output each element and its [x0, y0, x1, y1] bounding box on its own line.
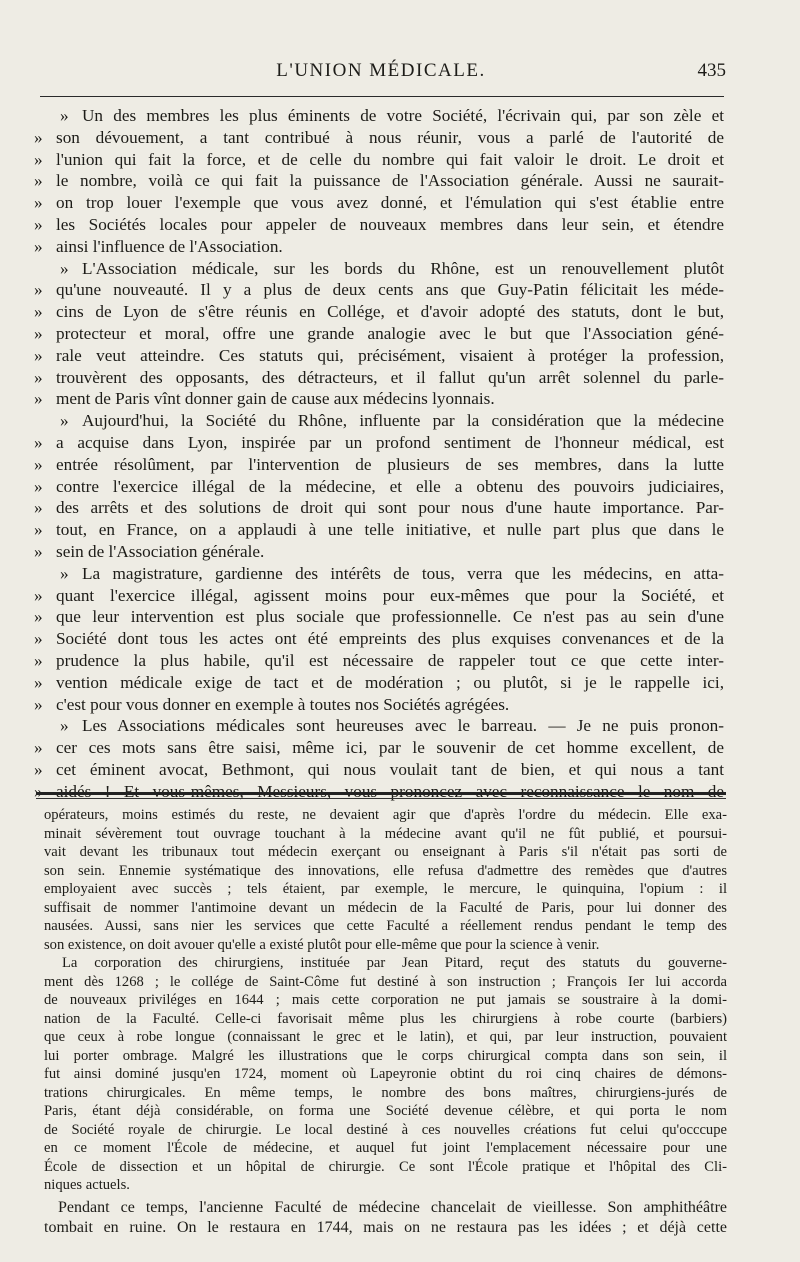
footnote-line: vait devant les tribunaux tout médecin exerçant ou enseignant à Paris s'il n'était pas sorti de [44, 844, 727, 860]
line-text: ment de Paris vînt donner gain de cause aux médecins lyonnais. [56, 389, 495, 409]
text-line [34, 672, 724, 694]
text-line [34, 279, 724, 301]
line-text: Un des membres les plus éminents de votre Société, l'écrivain qui, par son zèle et [82, 106, 724, 125]
guillemet-mark: » [34, 781, 43, 801]
footnote-line: nausées. Aussi, sans nier les services que cette Faculté a réellement rendus pendant le temp des [44, 918, 727, 934]
text-line [34, 410, 724, 432]
text-line [34, 258, 724, 280]
page-number: 435 [697, 60, 726, 81]
text-line [34, 170, 724, 192]
line-text: les Sociétés locales pour appeler de nouveaux membres dans leur sein, et étendre [56, 214, 724, 234]
footnote-line: de Société royale de chirurgie. Le local destiné à ces nouvelles créations fut celui qu'occcupe [44, 1121, 727, 1138]
line-text: L'Association médicale, sur les bords du Rhône, est un renouvellement plutôt [82, 258, 724, 278]
text-line [34, 497, 724, 519]
line-text: son dévouement, a tant contribué à nous réunir, vous a parlé de l'autorité de [56, 127, 724, 147]
text-line [34, 541, 724, 563]
text-line [34, 715, 724, 737]
line-text: l'union qui fait la force, et de celle du nombre qui fait valoir le droit. Le droit et [56, 149, 724, 169]
journal-title: L'UNION MÉDICALE. [276, 60, 486, 81]
line-text: cer ces mots sans être saisi, même ici, par le souvenir de cet homme excellent, de [56, 738, 724, 758]
text-line [34, 388, 724, 410]
text-line [34, 476, 724, 498]
text-line [34, 367, 724, 389]
footnote-line: nation de la Faculté. Celle-ci favorisait même plus les chirurgiens à robe courte (barbiers) [44, 1010, 727, 1027]
line-text: trouvèrent des opposants, des détracteurs, et il fallut qu'un arrêt solennel du parle- [56, 367, 724, 387]
footnote-line: son sein. Ennemie systématique des innovations, elle refusa d'admettre des remèdes que d'autres [44, 862, 727, 879]
text-line [34, 127, 724, 149]
guillemet-mark: » [34, 171, 43, 191]
guillemet-mark: » [34, 432, 43, 452]
line-text: c'est pour vous donner en exemple à toutes nos Sociétés agrégées. [56, 694, 510, 714]
footnote-continuation [44, 1198, 727, 1238]
line-text: Aujourd'hui, la Société du Rhône, influente par la considération que la médecine [82, 411, 724, 431]
text-line [34, 694, 724, 716]
guillemet-mark: » [34, 650, 43, 670]
guillemet-mark: » [34, 236, 43, 256]
text-line [34, 563, 724, 585]
text-line [34, 323, 724, 345]
guillemet-mark: » [60, 106, 69, 125]
text-line [34, 606, 724, 628]
guillemet-mark: » [34, 345, 43, 365]
line-text: La magistrature, gardienne des intérêts de tous, verra que les médecins, en atta- [82, 563, 724, 583]
footnote-line: ment dès 1268 ; le collége de Saint-Côme fut destiné à son instruction ; François Ier lui accorda [44, 973, 727, 990]
text-line [34, 345, 724, 367]
footnote-line: opérateurs, moins estimés du reste, ne devaient agir que d'après l'ordre du médecin. Elle exa- [44, 807, 727, 823]
line-text: sein de l'Association générale. [56, 541, 265, 561]
guillemet-mark: » [34, 367, 43, 387]
line-text: vention médicale exige de tact et de modération ; ou plutôt, si je le rappelle ici, [56, 672, 724, 692]
guillemet-mark: » [34, 454, 43, 474]
line-text: contre l'exercice illégal de la médecine, et elle a obtenu des pouvoirs judiciaires, [56, 476, 724, 496]
header-rule [40, 96, 724, 97]
guillemet-mark: » [34, 149, 43, 169]
guillemet-mark: » [34, 323, 43, 343]
line-text: le nombre, voilà ce qui fait la puissance de l'Association générale. Aussi ne saurait- [56, 171, 724, 191]
line-text: protecteur et moral, offre une grande analogie avec le but que l'Association géné- [56, 323, 724, 343]
footnote-line: fut ainsi dominé jusqu'en 1724, moment où Lapeyronie obtint du roi cinq chaires de démons- [44, 1066, 727, 1082]
footnote-line: employaient avec succès ; tels étaient, par exemple, le mercure, le quinquina, l'opium : il [44, 881, 727, 897]
guillemet-mark: » [34, 672, 43, 692]
footnote-line: suffisait de nommer l'antimoine devant un médecin de la Faculté de Paris, pour lui donner des [44, 899, 727, 916]
footnote-line: en ce moment l'École de médecine, et auquel fut joint l'emplacement nécessaire pour une [44, 1140, 727, 1156]
text-line [34, 585, 724, 607]
guillemet-mark: » [60, 411, 69, 431]
guillemet-mark: » [34, 520, 43, 540]
guillemet-mark: » [34, 498, 43, 518]
guillemet-mark: » [34, 629, 43, 649]
footnote-line: de nouveaux priviléges en 1644 ; mais cette corporation ne put jamais se soustraire à la domi- [44, 992, 727, 1008]
guillemet-mark: » [34, 193, 43, 213]
footnote-line: lui porter ombrage. Malgré les illustrations que le corps chirurgical compta dans son sein, il [44, 1047, 727, 1064]
line-text: on trop louer l'exemple que vous avez donné, et l'émulation qui s'est établie entre [56, 193, 724, 213]
footnote-separator [36, 792, 726, 799]
guillemet-mark: » [60, 716, 69, 736]
guillemet-mark: » [34, 214, 43, 234]
guillemet-mark: » [34, 302, 43, 322]
footnote-line: trations chirurgicales. En même temps, le nombre des bons maîtres, chirurgiens-jurés de [44, 1084, 727, 1101]
guillemet-mark: » [34, 127, 43, 147]
footnote-line: tombait en ruine. On le restaura en 1744, mais on ne restaura pas les idées ; et déjà cette [44, 1219, 727, 1236]
guillemet-mark: » [34, 585, 43, 605]
guillemet-mark: » [34, 694, 43, 714]
main-text [34, 105, 724, 803]
text-line [34, 149, 724, 171]
guillemet-mark: » [34, 280, 43, 300]
text-line [34, 737, 724, 759]
guillemet-mark: » [34, 389, 43, 409]
line-text: tout, en France, on a applaudi à une telle initiative, et nulle part plus que dans le [56, 520, 724, 540]
footnote-line: Paris, étant déjà considérable, on forma une Société devenue célèbre, et qui porta le nom [44, 1103, 727, 1119]
line-text: Société dont tous les actes ont été empreints des plus exquises convenances et de la [56, 629, 724, 649]
text-line [34, 214, 724, 236]
footnote-line: niques actuels. [44, 1177, 130, 1193]
guillemet-mark: » [34, 541, 43, 561]
text-line [34, 236, 724, 258]
footnote-line: minait sévèrement tout ouvrage touchant à la médecine avant qu'il ne fût publié, et poursui- [44, 825, 727, 842]
footnote-line: que ceux à robe longue (connaissant le grec et le latin), et qui, par leur instruction, pouvaient [44, 1029, 727, 1045]
text-line [34, 301, 724, 323]
line-text: rale veut atteindre. Ces statuts qui, précisément, visaient à protéger la profession, [56, 345, 724, 365]
footnote-line: École de dissection et un hôpital de chirurgie. Ce sont l'École pratique et l'hôpital des Cli- [44, 1158, 727, 1175]
line-text: des arrêts et des solutions de droit qui sont pour nous d'une haute importance. Par- [56, 498, 724, 518]
guillemet-mark: » [34, 607, 43, 627]
text-line [34, 105, 724, 127]
text-line [34, 650, 724, 672]
line-text: aidés ! Et vous-mêmes, Messieurs, vous prononcez avec reconnaissance le nom de [56, 781, 724, 801]
line-text: entrée résolûment, par l'intervention de plusieurs de ses membres, dans la lutte [56, 454, 724, 474]
line-text: Les Associations médicales sont heureuses avec le barreau. — Je ne puis pronon- [82, 716, 724, 736]
footnote-line: Pendant ce temps, l'ancienne Faculté de médecine chancelait de vieillesse. Son amphithéâtre [58, 1199, 727, 1216]
line-text: cet éminent avocat, Bethmont, qui nous voulait tant de bien, et qui nous a tant [56, 759, 724, 779]
line-text: qu'une nouveauté. Il y a plus de deux cents ans que Guy-Patin félicitait les méde- [56, 280, 724, 300]
guillemet-mark: » [34, 759, 43, 779]
line-text: quant l'exercice illégal, agissent moins pour eux-mêmes que pour la Société, et [56, 585, 724, 605]
line-text: ainsi l'influence de l'Association. [56, 236, 283, 256]
running-header [36, 58, 726, 86]
guillemet-mark: » [60, 563, 69, 583]
footnote-line: La corporation des chirurgiens, instituée par Jean Pitard, reçut des statuts du gouverne- [62, 955, 727, 971]
footnote-text [44, 806, 727, 1195]
footnote-line: son existence, on doit avouer qu'elle a existé plutôt pour elle-même que pour la science à venir. [44, 936, 600, 953]
text-line [34, 192, 724, 214]
text-line [34, 432, 724, 454]
text-line [34, 519, 724, 541]
guillemet-mark: » [34, 738, 43, 758]
line-text: que leur intervention est plus sociale que professionnelle. Ce n'est pas au sein d'une [56, 607, 724, 627]
guillemet-mark: » [34, 476, 43, 496]
line-text: a acquise dans Lyon, inspirée par un profond sentiment de l'honneur médical, est [56, 432, 724, 452]
guillemet-mark: » [60, 258, 69, 278]
text-line [34, 628, 724, 650]
line-text: cins de Lyon de s'être réunis en Collége, et d'avoir adopté des statuts, dont le but, [56, 302, 724, 322]
text-line [34, 454, 724, 476]
line-text: prudence la plus habile, qu'il est nécessaire de rappeler tout ce que cette inter- [56, 650, 724, 670]
text-line [34, 759, 724, 781]
